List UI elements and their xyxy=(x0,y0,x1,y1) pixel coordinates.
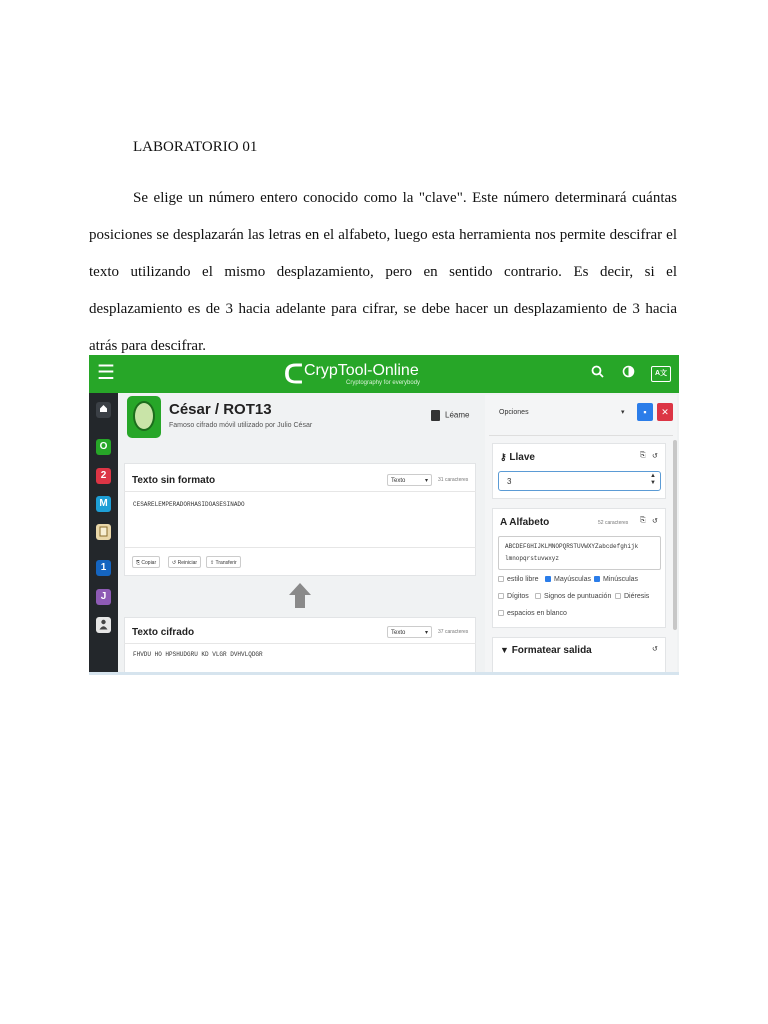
copy-icon[interactable]: ⎘ xyxy=(640,452,646,459)
punctuation-checkbox[interactable]: Signos de puntuación xyxy=(535,593,611,600)
key-title: ⚷ Llave xyxy=(500,452,535,463)
language-switch-icon[interactable]: A文 xyxy=(651,366,671,382)
reset-icon[interactable]: ↺ xyxy=(652,453,658,460)
format-checkbox[interactable] xyxy=(499,668,508,675)
ciphertext-count: 37 caracteres xyxy=(438,629,469,635)
reset-icon[interactable]: ↺ xyxy=(652,646,658,653)
page-title: César / ROT13 xyxy=(169,401,272,418)
hamburger-menu-icon[interactable]: ☰ xyxy=(97,362,115,384)
sidebar-item-j[interactable]: J xyxy=(96,589,111,605)
transfer-button[interactable]: ⇪ Transferir xyxy=(206,556,241,568)
reset-button[interactable]: ↺ Reiniciar xyxy=(168,556,201,568)
sidebar xyxy=(89,393,118,675)
options-label: Opciones xyxy=(499,409,529,416)
alphabet-input[interactable]: ABCDEFGHIJKLMNOPQRSTUVWXYZabcdefghijk lmnopqrstuvwxyz xyxy=(498,536,661,570)
plaintext-format-select[interactable]: Texto ▾ xyxy=(387,474,432,486)
alphabet-title: A Alfabeto xyxy=(500,517,550,528)
chevron-down-icon: ▾ xyxy=(424,478,428,484)
logo-mark-icon: ᑕ xyxy=(284,359,303,389)
uppercase-checkbox[interactable]: Mayúsculas xyxy=(545,576,591,583)
plaintext-count: 31 caracteres xyxy=(438,477,469,483)
options-scrollbar[interactable] xyxy=(673,440,677,630)
top-bar xyxy=(89,355,679,393)
key-icon: ⚷ xyxy=(500,452,507,462)
contrast-toggle-icon[interactable] xyxy=(622,365,635,381)
diaeresis-checkbox[interactable]: Diéresis xyxy=(615,593,649,600)
search-icon[interactable] xyxy=(591,365,604,381)
document-title: LABORATORIO 01 xyxy=(133,139,258,155)
brand-name: CrypTool-Online xyxy=(304,362,419,379)
format-output-card xyxy=(492,637,666,675)
copy-button[interactable]: ⎘ Copiar xyxy=(132,556,160,568)
sidebar-home-icon[interactable] xyxy=(96,402,111,418)
caesar-portrait-icon xyxy=(127,396,161,438)
sidebar-person-icon[interactable] xyxy=(96,617,111,633)
key-input[interactable]: 3 ▲ ▼ xyxy=(498,471,661,491)
blank-spaces-checkbox[interactable]: espacios en blanco xyxy=(498,610,567,617)
readme-button[interactable] xyxy=(431,410,469,421)
close-button[interactable]: ✕ xyxy=(657,403,673,421)
sidebar-item-m[interactable]: M xyxy=(96,496,111,512)
arrow-up-icon[interactable] xyxy=(289,583,311,611)
cryptool-logo[interactable] xyxy=(284,359,434,391)
chevron-down-icon[interactable]: ▾ xyxy=(621,409,625,416)
book-icon xyxy=(431,410,440,421)
reset-icon[interactable]: ↺ xyxy=(652,518,658,525)
digits-checkbox[interactable]: Dígitos xyxy=(498,593,529,600)
copy-icon[interactable]: ⎘ xyxy=(640,517,646,524)
alphabet-icon: A xyxy=(500,517,507,528)
plaintext-input[interactable]: CESARELEMPERADORHASIDOASESINADO xyxy=(133,501,245,508)
sidebar-scroll-icon[interactable] xyxy=(96,524,111,540)
free-style-checkbox[interactable]: estilo libre xyxy=(498,576,539,583)
chevron-down-icon: ▾ xyxy=(424,630,428,636)
ciphertext-format-select[interactable]: Texto ▾ xyxy=(387,626,432,638)
sidebar-item-2[interactable]: 2 xyxy=(96,468,111,484)
readme-label: Léame xyxy=(445,410,470,420)
maximize-button[interactable]: ▪ xyxy=(637,403,653,421)
plaintext-title: Texto sin formato xyxy=(132,475,216,486)
alphabet-count: 52 caracteres xyxy=(598,520,629,526)
lowercase-checkbox[interactable]: Minúsculas xyxy=(594,576,638,583)
document-paragraph: Se elige un número entero conocido como la "clave". Este número determinará cuántas posiciones se desplazarán las letras en el alfabeto, luego esta herramienta nos permite descifrar el texto utilizando el mismo desplazamiento, pero en sentido contrario. Es decir, si el desplazamiento es de 3 hacia adelante para cifrar, se debe hacer un desplazamiento de 3 hacia atrás para descifrar. xyxy=(89,190,677,354)
brand-tagline: Cryptography for everybody xyxy=(346,380,421,386)
sidebar-item-o[interactable]: O xyxy=(96,439,111,455)
sidebar-item-1[interactable]: 1 xyxy=(96,560,111,576)
cryptool-screenshot xyxy=(89,355,679,675)
format-output-title: ▼ Formatear salida xyxy=(500,645,592,656)
stepper-icon[interactable]: ▲ ▼ xyxy=(650,473,656,486)
ciphertext-title: Texto cifrado xyxy=(132,627,195,638)
filter-icon: ▼ xyxy=(500,645,509,655)
ciphertext-output[interactable]: FHVDU HO HPSHUDGRU KD VLGR DVHVLQDGR xyxy=(133,651,263,658)
page-subtitle: Famoso cifrado móvil utilizado por Julio César xyxy=(169,422,313,429)
